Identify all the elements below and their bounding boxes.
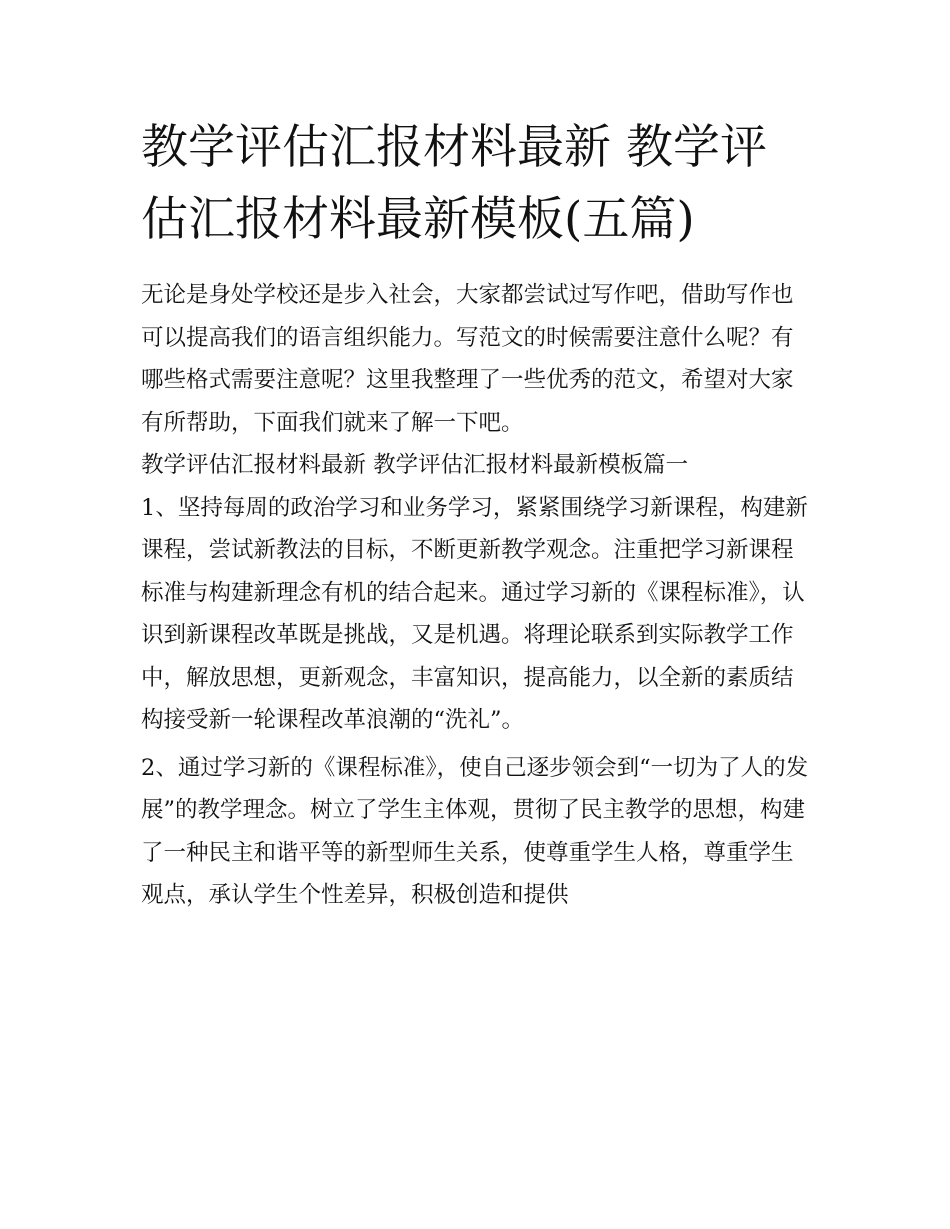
body-paragraph-1: 1、坚持每周的政治学习和业务学习，紧紧围绕学习新课程，构建新课程，尝试新教法的目标，不断更新教学观念。注重把学习新课程标准与构建新理念有机的结合起来。通过学习新的《课程标准》，认识到新课程改革既是挑战，又是机遇。将理论联系到实际教学工作中，解放思想，更新观念，丰富知识，提高能力，以全新的素质结构接受新一轮课程改革浪潮的“洗礼”。 [141, 494, 808, 733]
intro-paragraph: 无论是身处学校还是步入社会，大家都尝试过写作吧，借助写作也可以提高我们的语言组织能力。写范文的时候需要注意什么呢？有哪些格式需要注意呢？这里我整理了一些优秀的范文，希望对大家有所帮助，下面我们就来了解一下吧。 [141, 282, 794, 436]
body-paragraph-2: 2、通过学习新的《课程标准》，使自己逐步领会到“一切为了人的发展”的教学理念。树立了学生主体观，贯彻了民主教学的思想，构建了一种民主和谐平等的新型师生关系，使尊重学生人格，尊重学生观点，承认学生个性差异，积极创造和提供 [141, 754, 809, 908]
document-body [141, 112, 813, 917]
section-heading: 教学评估汇报材料最新 教学评估汇报材料最新模板篇一 [141, 452, 689, 478]
document-title: 教学评估汇报材料最新 教学评估汇报材料最新模板(五篇) [141, 120, 767, 247]
